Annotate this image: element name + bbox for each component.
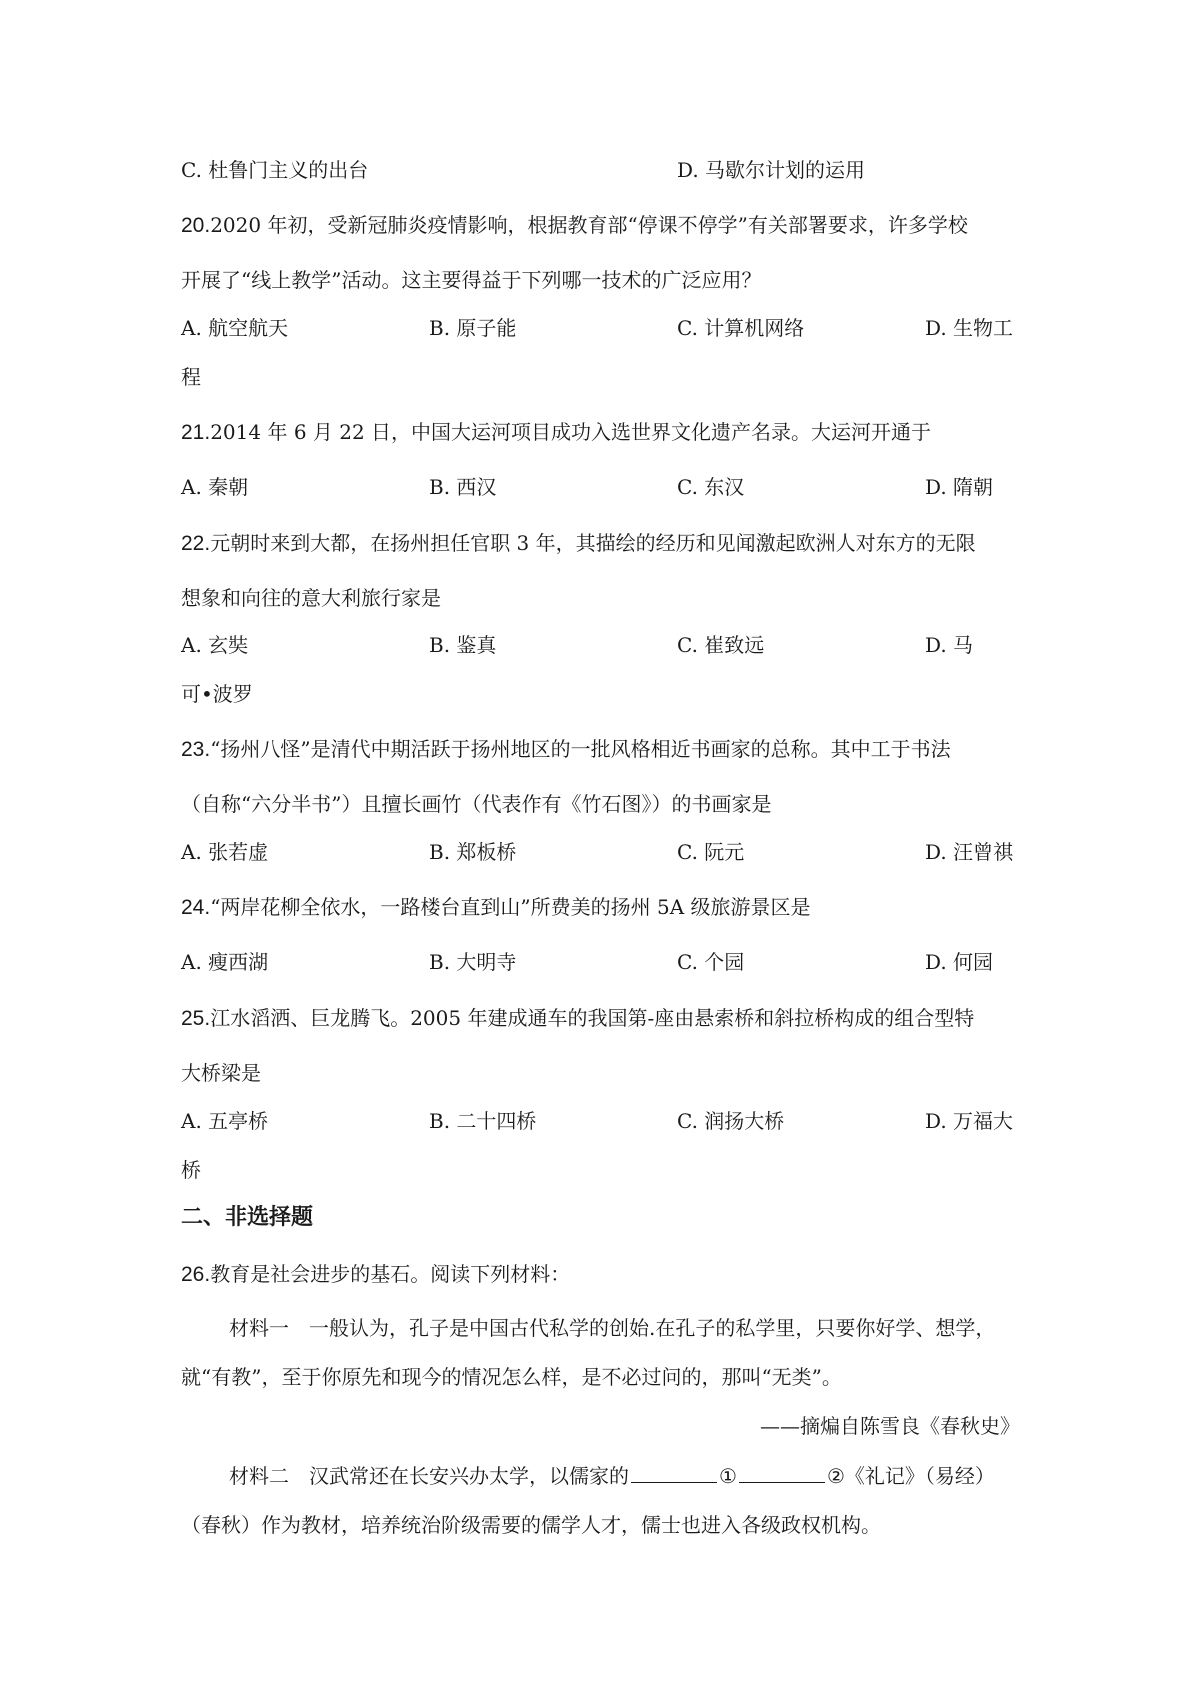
q23-option-a: A. 张若虚: [181, 840, 269, 864]
marker-1: ①: [719, 1464, 737, 1488]
q21-option-a: A. 秦朝: [181, 475, 249, 499]
material2-line1: 材料二 汉武常还在长安兴办太学，以儒家的 ① ②《礼记》（易经）: [229, 1464, 995, 1488]
blank-2[interactable]: [739, 1464, 825, 1483]
q20-option-b: B. 原子能: [429, 316, 517, 340]
q20-stem-line2: 开展了“线上教学”活动。这主要得益于下列哪一技术的广泛应用？: [181, 268, 762, 292]
q22-option-c: C. 崔致远: [677, 633, 765, 657]
q21-number: 21.: [181, 421, 211, 444]
q25-option-a: A. 五亭桥: [181, 1109, 269, 1133]
q25-stem-line2: 大桥梁是: [181, 1061, 261, 1085]
q20-option-d-wrap: 程: [181, 365, 201, 389]
q23-stem-line1: 23.“扬州八怪”是清代中期活跃于扬州地区的一批风格相近书画家的总称。其中工于书法: [181, 737, 951, 761]
q25-option-d: D. 万福大: [925, 1109, 1014, 1133]
q20-number: 20.: [181, 214, 211, 237]
q25-option-d-wrap: 桥: [181, 1158, 201, 1182]
material1-source: ——摘煸自陈雪良《春秋史》: [760, 1414, 1020, 1438]
q25-stem-line1: 25.江水滔洒、巨龙腾飞。2005 年建成通车的我国第-座由悬索桥和斜拉桥构成的组合型特: [181, 1006, 975, 1030]
q21-option-d: D. 隋朝: [925, 475, 994, 499]
q21-option-c: C. 东汉: [677, 475, 745, 499]
section-heading: 二、非选择题: [181, 1204, 314, 1229]
q19-option-c: C. 杜鲁门主义的出台: [181, 158, 369, 182]
q26-stem-line1: 26.教育是社会进步的基石。阅读下列材料：: [181, 1262, 571, 1286]
q24-option-a: A. 瘦西湖: [181, 950, 269, 974]
q24-option-b: B. 大明寺: [429, 950, 517, 974]
q19-option-d: D. 马歇尔计划的运用: [677, 158, 866, 182]
q22-number: 22.: [181, 532, 211, 555]
q22-option-a: A. 玄奘: [181, 633, 249, 657]
material1-line2: 就“有教”，至于你原先和现今的情况怎么样，是不必过问的，那叫“无类”。: [181, 1365, 842, 1389]
q23-option-c: C. 阮元: [677, 840, 745, 864]
q21-stem-line1: 21.2014 年 6 月 22 日，中国大运河项目成功入选世界文化遗产名录。大运河开通于: [181, 420, 932, 444]
q20-stem-line1: 20.2020 年初，受新冠肺炎疫情影响，根据教育部“停课不停学”有关部署要求，许多学校: [181, 213, 968, 237]
q22-stem-line1: 22.元朝时来到大都，在扬州担任官职 3 年，其描绘的经历和见闻激起欧洲人对东方的无限: [181, 531, 976, 555]
q23-option-d: D. 汪曾祺: [925, 840, 1014, 864]
material1-line1: 材料一 一般认为，孔子是中国古代私学的创始.在孔子的私学里，只要你好学、想学，: [229, 1316, 996, 1340]
q24-option-c: C. 个园: [677, 950, 745, 974]
q21-option-b: B. 西汉: [429, 475, 497, 499]
q26-number: 26.: [181, 1263, 211, 1286]
q24-option-d: D. 何园: [925, 950, 994, 974]
q23-stem-line2: （自称“六分半书”）且擅长画竹（代表作有《竹石图》）的书画家是: [181, 792, 772, 816]
q20-option-c: C. 计算机网络: [677, 316, 805, 340]
q22-stem-line2: 想象和向往的意大利旅行家是: [181, 586, 441, 610]
blank-1[interactable]: [631, 1464, 717, 1483]
q22-option-d: D. 马: [925, 633, 974, 657]
q23-number: 23.: [181, 738, 211, 761]
q23-option-b: B. 郑板桥: [429, 840, 517, 864]
q24-number: 24.: [181, 896, 211, 919]
q25-option-b: B. 二十四桥: [429, 1109, 537, 1133]
q22-option-b: B. 鉴真: [429, 633, 497, 657]
marker-2: ②: [826, 1464, 845, 1488]
q25-option-c: C. 润扬大桥: [677, 1109, 785, 1133]
q22-option-d-wrap: 可•波罗: [181, 682, 253, 706]
q24-stem-line1: 24.“两岸花柳全依水，一路楼台直到山”所费美的扬州 5A 级旅游景区是: [181, 895, 811, 919]
q20-option-a: A. 航空航天: [181, 316, 289, 340]
material2-line2: （春秋）作为教材，培养统治阶级需要的儒学人才，儒士也进入各级政权机构。: [181, 1513, 881, 1537]
q25-number: 25.: [181, 1007, 211, 1030]
q20-option-d: D. 生物工: [925, 316, 1014, 340]
